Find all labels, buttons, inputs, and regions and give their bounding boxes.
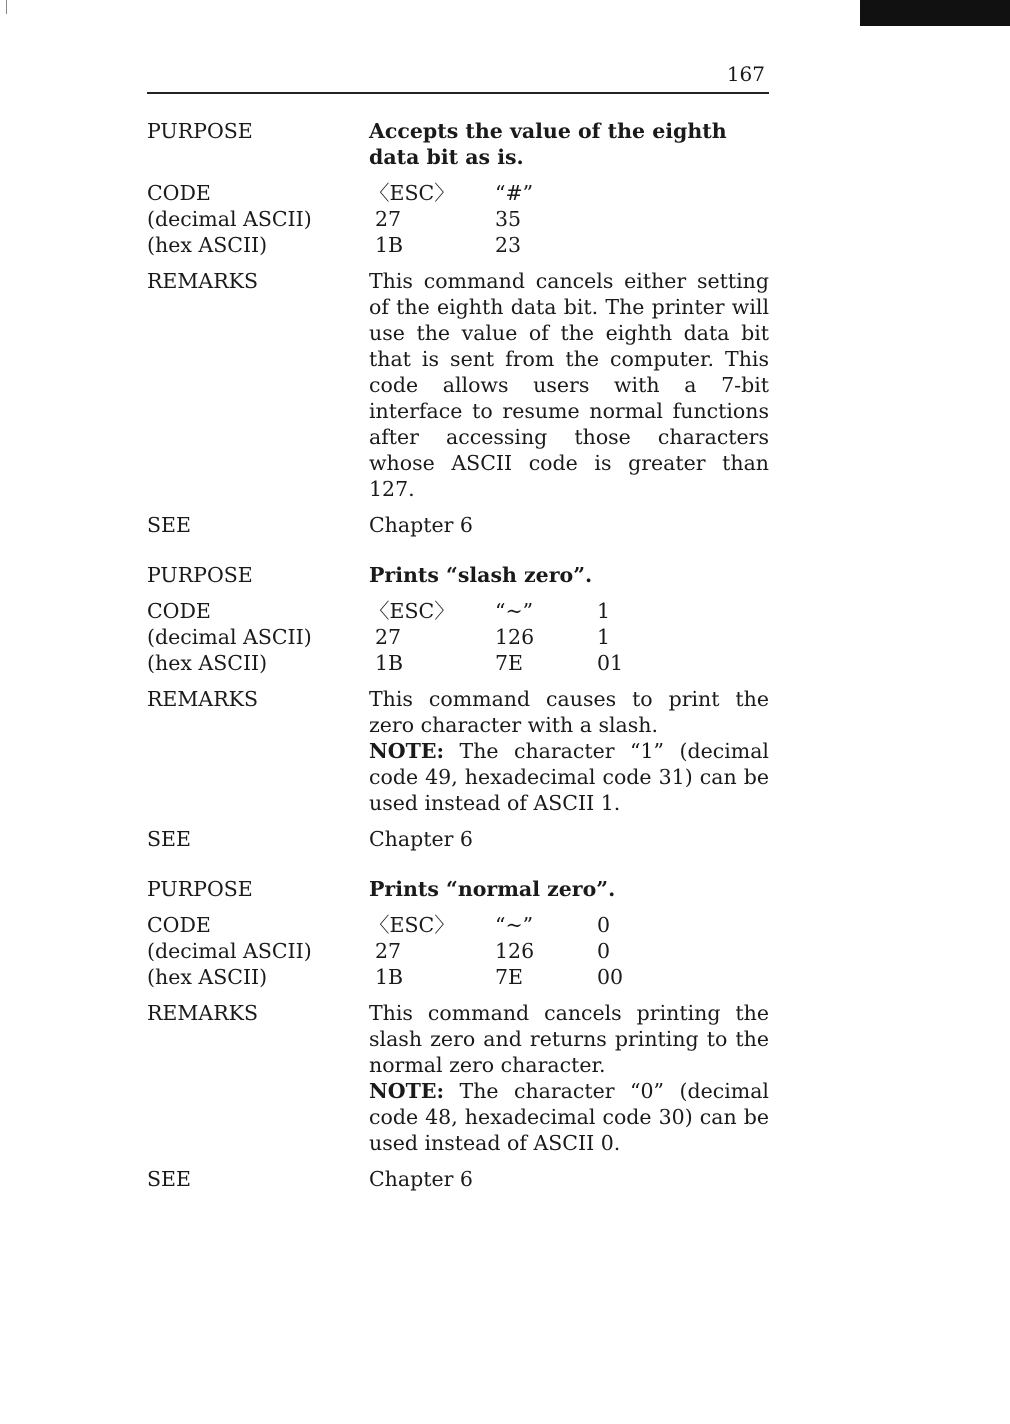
decimal-cell: 27 xyxy=(375,939,402,963)
code-cell: 1 xyxy=(597,599,611,623)
purpose-row xyxy=(147,562,769,588)
hex-cell: 7E xyxy=(495,651,524,675)
decimal-label: (decimal ASCII) xyxy=(147,207,312,231)
decimal-label: (decimal ASCII) xyxy=(147,939,312,963)
hex-row xyxy=(147,964,769,990)
page-number: 167 xyxy=(726,62,765,86)
purpose-text: Prints “normal zero”. xyxy=(369,877,616,901)
remarks-body: This command causes to print the zero character with a slash. xyxy=(369,687,769,737)
note-text: The character “0” (decimal code 48, hexadecimal code 30) can be used instead of ASCII 0. xyxy=(369,1079,769,1155)
decimal-cell xyxy=(597,206,657,232)
scan-corner-bar xyxy=(860,0,1010,26)
code-table xyxy=(147,180,769,258)
hex-cell: 1B xyxy=(375,233,404,257)
see-text: Chapter 6 xyxy=(369,513,473,537)
purpose-text: Prints “slash zero”. xyxy=(369,563,593,587)
scan-edge-mark xyxy=(6,0,7,14)
decimal-cell: 126 xyxy=(495,939,535,963)
hex-label: (hex ASCII) xyxy=(147,651,268,675)
hex-cell: 00 xyxy=(597,965,624,989)
hex-cell: 1B xyxy=(375,651,404,675)
note-text: The character “1” (decimal code 49, hexadecimal code 31) can be used instead of ASCII 1. xyxy=(369,739,769,815)
see-label: SEE xyxy=(147,513,191,537)
purpose-label: PURPOSE xyxy=(147,563,253,587)
remarks-row xyxy=(147,1000,769,1156)
code-label: CODE xyxy=(147,913,211,937)
hex-cell xyxy=(597,232,657,258)
remarks-text xyxy=(369,686,769,816)
hex-cell: 7E xyxy=(495,965,524,989)
remarks-row xyxy=(147,268,769,502)
code-table xyxy=(147,598,769,676)
see-label: SEE xyxy=(147,1167,191,1191)
hex-cell: 23 xyxy=(495,233,522,257)
decimal-cell: 35 xyxy=(495,207,522,231)
note-label: NOTE: xyxy=(369,1079,445,1103)
code-cell: 〈ESC〉 xyxy=(369,599,455,623)
decimal-cell: 126 xyxy=(495,625,535,649)
see-label: SEE xyxy=(147,827,191,851)
code-row xyxy=(147,598,769,624)
purpose-label: PURPOSE xyxy=(147,877,253,901)
decimal-cell: 27 xyxy=(375,207,402,231)
code-cell: “~” xyxy=(495,913,534,937)
see-text: Chapter 6 xyxy=(369,827,473,851)
code-cell xyxy=(597,180,657,206)
purpose-row xyxy=(147,118,769,170)
decimal-cell: 0 xyxy=(597,939,611,963)
remarks-label: REMARKS xyxy=(147,687,258,711)
decimal-row xyxy=(147,624,769,650)
remarks-body: This command cancels either setting of the eighth data bit. The printer will use the value of the eighth data bit that is sent from the computer. This code allows users with a 7-bit interface to resume normal functions after accessing those characters whose ASCII code is greater than 127. xyxy=(369,269,769,501)
remarks-body: This command cancels printing the slash zero and returns printing to the normal zero character. xyxy=(369,1001,769,1077)
code-label: CODE xyxy=(147,599,211,623)
code-cell: 〈ESC〉 xyxy=(369,181,455,205)
hex-label: (hex ASCII) xyxy=(147,965,268,989)
purpose-row xyxy=(147,876,769,902)
header-rule xyxy=(147,92,769,94)
hex-label: (hex ASCII) xyxy=(147,233,268,257)
remarks-row xyxy=(147,686,769,816)
code-cell: “#” xyxy=(495,181,534,205)
code-label: CODE xyxy=(147,181,211,205)
command-entry xyxy=(147,876,769,1192)
decimal-row xyxy=(147,938,769,964)
hex-cell: 1B xyxy=(375,965,404,989)
code-row xyxy=(147,912,769,938)
remarks-text xyxy=(369,1000,769,1156)
decimal-cell: 27 xyxy=(375,625,402,649)
code-table xyxy=(147,912,769,990)
see-row xyxy=(147,826,769,852)
see-text: Chapter 6 xyxy=(369,1167,473,1191)
decimal-label: (decimal ASCII) xyxy=(147,625,312,649)
code-cell: “~” xyxy=(495,599,534,623)
command-entry xyxy=(147,118,769,538)
code-cell: 〈ESC〉 xyxy=(369,913,455,937)
purpose-text: Accepts the value of the eighth data bit as is. xyxy=(369,119,727,169)
purpose-label: PURPOSE xyxy=(147,119,253,143)
command-reference xyxy=(147,118,769,1216)
decimal-cell: 1 xyxy=(597,625,611,649)
decimal-row xyxy=(147,206,769,232)
hex-row xyxy=(147,650,769,676)
note-label: NOTE: xyxy=(369,739,445,763)
remarks-label: REMARKS xyxy=(147,269,258,293)
see-row xyxy=(147,512,769,538)
remarks-text xyxy=(369,268,769,502)
remarks-label: REMARKS xyxy=(147,1001,258,1025)
code-cell: 0 xyxy=(597,913,611,937)
see-row xyxy=(147,1166,769,1192)
code-row xyxy=(147,180,769,206)
hex-cell: 01 xyxy=(597,651,624,675)
hex-row xyxy=(147,232,769,258)
command-entry xyxy=(147,562,769,852)
